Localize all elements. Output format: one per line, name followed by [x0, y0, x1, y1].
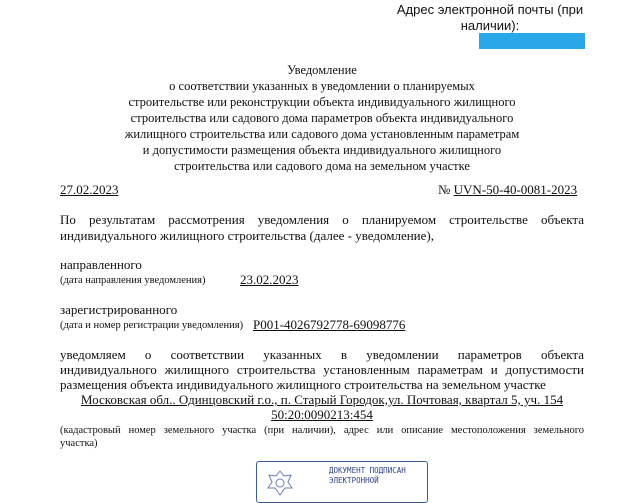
- email-label-line1: Адрес электронной почты (при: [396, 2, 584, 17]
- intro-line: По результатам рассмотрения уведомления о планируемом строительстве объекта: [60, 212, 584, 227]
- heading-line: и допустимости размещения объекта индивидуального жилищного: [142, 143, 502, 157]
- document-heading: [60, 62, 584, 174]
- address-hint-line: участка): [60, 438, 98, 449]
- address-hint-line: (кадастровый номер земельного участка (при наличии), адрес или описание местоположения земельного: [60, 425, 584, 436]
- document-date: 27.02.2023: [60, 182, 119, 197]
- notify-line: размещения объекта индивидуального жилищного строительства на земельном участке: [60, 377, 546, 392]
- sent-label: направленного: [60, 257, 142, 272]
- registered-hint: (дата и номер регистрации уведомления): [60, 320, 244, 331]
- sent-hint: (дата направления уведомления): [60, 275, 206, 286]
- electronic-signature-stamp: [256, 461, 428, 503]
- intro-line: индивидуального жилищного строительства (далее - уведомление),: [60, 228, 434, 243]
- sent-date: 23.02.2023: [240, 272, 299, 287]
- land-address: Московская обл.. Одинцовский г.о., п. Старый Городок,ул. Почтовая, квартал 5, уч. 154: [80, 392, 564, 407]
- cadastral-number: 50:20:0090213:454: [271, 407, 373, 422]
- heading-line: строительстве или реконструкции объекта индивидуального жилищного: [128, 95, 516, 109]
- document-number: [438, 182, 577, 198]
- number-prefix: №: [438, 182, 451, 197]
- number-value: UVN-50-40-0081-2023: [453, 182, 578, 197]
- heading-line: строительства или садового дома на земельном участке: [174, 159, 470, 173]
- email-label: [395, 2, 585, 34]
- notify-line: уведомляем о соответствии указанных в уведомлении параметров объекта: [60, 347, 584, 362]
- heading-line: строительства или садового дома параметров объекта индивидуального: [130, 111, 514, 125]
- stamp-line1: ДОКУМЕНТ ПОДПИСАН: [329, 466, 406, 475]
- heading-title: Уведомление: [287, 63, 357, 77]
- email-redacted-field: [479, 33, 585, 49]
- notify-line: индивидуального жилищного строительства установленным параметрам и допустимости: [60, 362, 584, 377]
- email-label-line2: наличии):: [460, 18, 520, 33]
- coat-of-arms-icon: [265, 468, 295, 498]
- registered-label: зарегистрированного: [60, 302, 178, 317]
- heading-line: о соответствии указанных в уведомлении о планируемых: [169, 79, 475, 93]
- heading-line: жилищного строительства или садового дома установленным параметрам: [124, 127, 520, 141]
- stamp-text: [329, 466, 406, 486]
- stamp-line2: ЭЛЕКТРОННОЙ: [329, 476, 379, 485]
- registered-number: P001-4026792778-69098776: [253, 317, 406, 332]
